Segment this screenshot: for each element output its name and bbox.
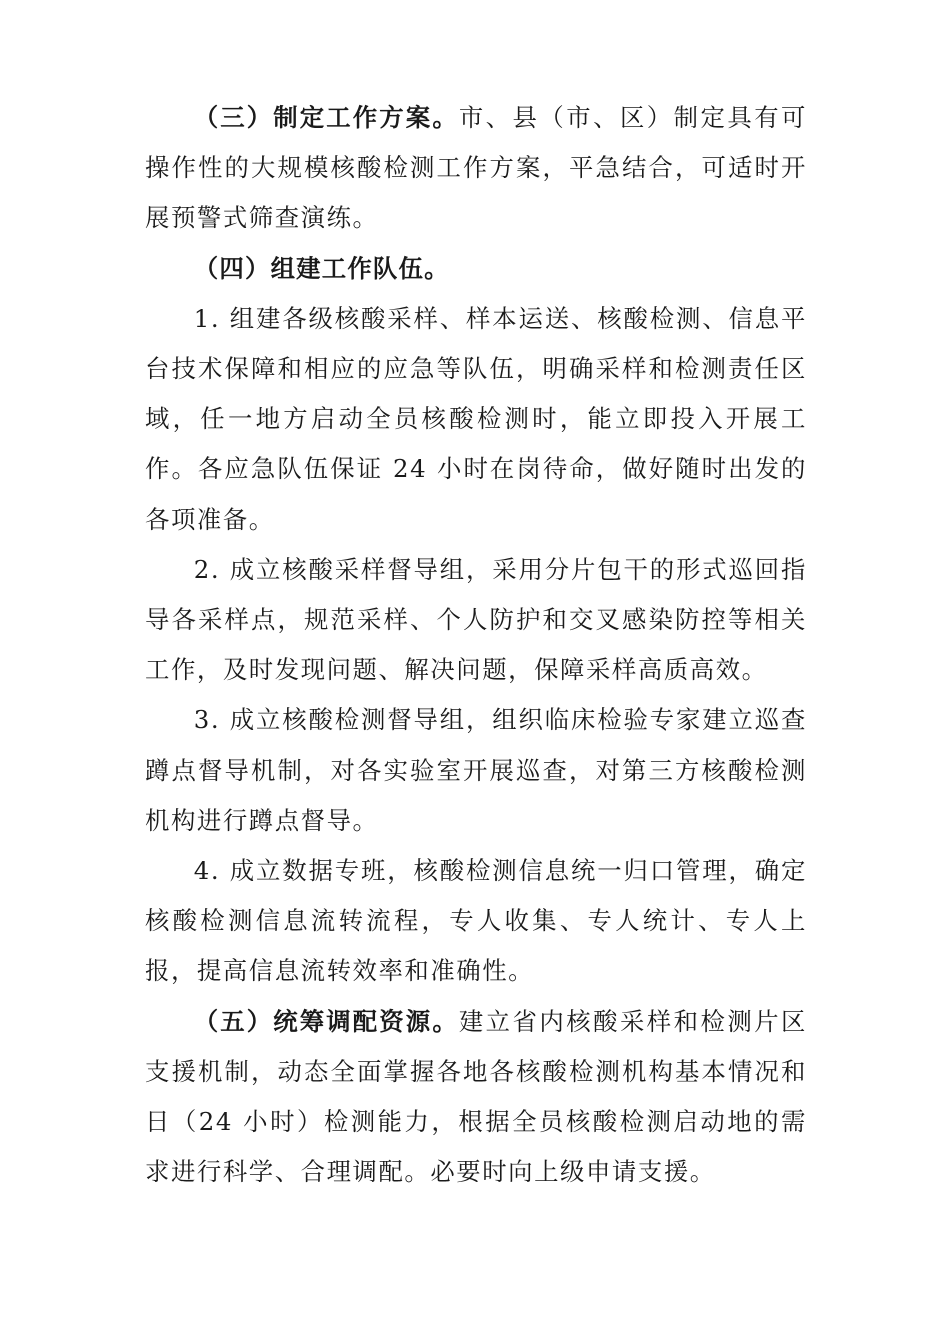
paragraph-text: 3. 成立核酸检测督导组，组织临床检验专家建立巡查蹲点督导机制，对各实验室开展巡查，对第三方核酸检测机构进行蹲点督导。 — [145, 705, 807, 835]
paragraph-item-4 — [145, 846, 807, 997]
paragraph-text: 2. 成立核酸采样督导组，采用分片包干的形式巡回指导各采样点，规范采样、个人防护和交叉感染防控等相关工作，及时发现问题、解决问题，保障采样高质高效。 — [145, 554, 807, 685]
section-heading-4: （四）组建工作队伍。 — [193, 253, 450, 283]
paragraph-text: 4. 成立数据专班，核酸检测信息统一归口管理，确定核酸检测信息流转流程，专人收集、专人统计、专人上报，提高信息流转效率和准确性。 — [145, 856, 807, 986]
section-heading-3: （三）制定工作方案。 — [193, 103, 459, 132]
paragraph-text: 1. 组建各级核酸采样、样本运送、核酸检测、信息平台技术保障和相应的应急等队伍，明确采样和检测责任区域，任一地方启动全员核酸检测时，能立即投入开展工作。各应急队伍保证 24 小时在岗待命，做好随时出发的各项准备。 — [145, 303, 807, 534]
paragraph-section-3 — [145, 93, 807, 244]
paragraph-item-1 — [145, 294, 807, 545]
paragraph-item-3 — [145, 695, 807, 846]
document-body — [145, 93, 807, 1197]
paragraph-text: 市、县（市、区）制定具有可操作性的大规模核酸检测工作方案，平急结合，可适时开展预警式筛查演练。 — [145, 103, 807, 233]
paragraph-item-2 — [145, 545, 807, 696]
paragraph-text: 建立省内核酸采样和检测片区支援机制，动态全面掌握各地各核酸检测机构基本情况和日（24 小时）检测能力，根据全员核酸检测启动地的需求进行科学、合理调配。必要时向上级申请支援。 — [145, 1006, 807, 1187]
paragraph-section-5 — [145, 997, 807, 1198]
section-heading-5: （五）统筹调配资源。 — [193, 1006, 459, 1036]
paragraph-section-4 — [145, 244, 807, 294]
